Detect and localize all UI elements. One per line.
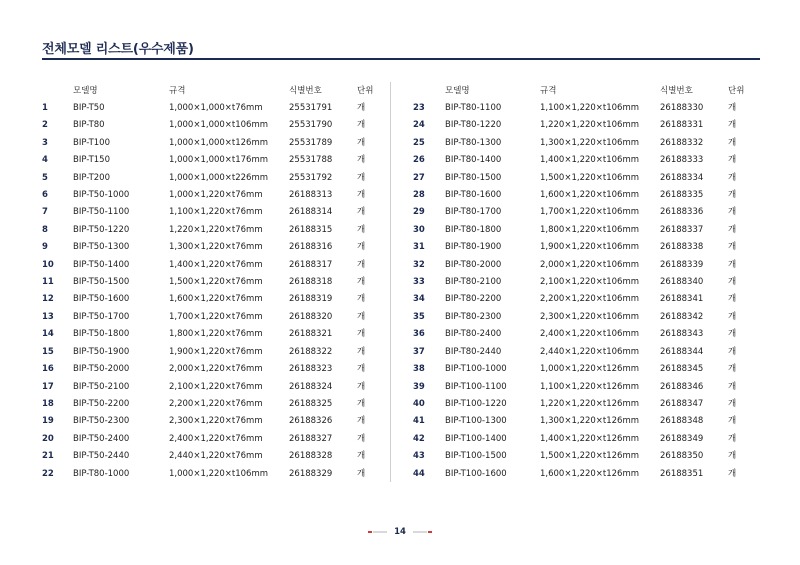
identification-number: 26188346 — [660, 381, 704, 392]
table-header-row — [413, 82, 758, 100]
table-row — [42, 274, 387, 291]
row-number: 40 — [413, 398, 425, 409]
unit: 개 — [357, 416, 366, 427]
table-row — [42, 152, 387, 169]
col-header-spec: 규격 — [169, 86, 186, 96]
model-name: BIP-T80-2000 — [445, 259, 502, 270]
identification-number: 26188336 — [660, 207, 704, 218]
model-name: BIP-T200 — [73, 172, 110, 183]
unit: 개 — [728, 120, 737, 131]
model-name: BIP-T50-1800 — [73, 329, 130, 340]
spec: 1,000×1,000×t76mm — [169, 103, 263, 113]
spec: 1,000×1,220×t126mm — [540, 364, 640, 375]
spec: 2,300×1,220×t76mm — [169, 416, 263, 427]
table-row — [413, 448, 758, 465]
row-number: 21 — [42, 451, 54, 462]
table-row — [42, 326, 387, 343]
model-name: BIP-T80-1220 — [445, 120, 502, 131]
model-name: BIP-T50-1600 — [73, 294, 130, 305]
model-name: BIP-T100-1220 — [445, 398, 507, 409]
table-row — [413, 431, 758, 448]
spec: 1,600×1,220×t106mm — [540, 190, 640, 201]
spec: 1,100×1,220×t106mm — [540, 103, 640, 113]
identification-number: 26188332 — [660, 137, 704, 148]
spec: 1,400×1,220×t106mm — [540, 155, 640, 166]
row-number: 13 — [42, 311, 54, 322]
model-name: BIP-T80-2300 — [445, 311, 502, 322]
unit: 개 — [728, 277, 737, 288]
unit: 개 — [728, 329, 737, 340]
identification-number: 26188321 — [289, 329, 333, 340]
model-name: BIP-T80-1000 — [73, 468, 130, 479]
col-header-unit: 단위 — [728, 86, 745, 96]
row-number: 30 — [413, 224, 425, 235]
unit: 개 — [728, 294, 737, 305]
unit: 개 — [728, 259, 737, 270]
table-row — [413, 257, 758, 274]
identification-number: 25531788 — [289, 155, 333, 166]
spec: 1,700×1,220×t106mm — [540, 207, 640, 218]
spec: 1,700×1,220×t76mm — [169, 311, 263, 322]
model-name: BIP-T50-1100 — [73, 207, 130, 218]
unit: 개 — [357, 224, 366, 235]
table-row — [42, 396, 387, 413]
row-number: 43 — [413, 451, 425, 462]
row-number: 39 — [413, 381, 425, 392]
unit: 개 — [728, 207, 737, 218]
unit: 개 — [728, 416, 737, 427]
table-row — [42, 379, 387, 396]
spec: 2,400×1,220×t76mm — [169, 433, 263, 444]
row-number: 4 — [42, 155, 48, 166]
identification-number: 26188351 — [660, 468, 704, 479]
unit: 개 — [357, 294, 366, 305]
table-row — [42, 309, 387, 326]
row-number: 32 — [413, 259, 425, 270]
identification-number: 26188320 — [289, 311, 333, 322]
table-row — [42, 257, 387, 274]
row-number: 26 — [413, 155, 425, 166]
identification-number: 26188340 — [660, 277, 704, 288]
identification-number: 26188339 — [660, 259, 704, 270]
model-name: BIP-T80-2440 — [445, 346, 502, 357]
unit: 개 — [357, 155, 366, 166]
row-number: 33 — [413, 277, 425, 288]
identification-number: 26188338 — [660, 242, 704, 253]
spec: 1,300×1,220×t126mm — [540, 416, 640, 427]
unit: 개 — [728, 381, 737, 392]
table-row — [42, 239, 387, 256]
row-number: 24 — [413, 120, 425, 131]
row-number: 42 — [413, 433, 425, 444]
spec: 1,220×1,220×t106mm — [540, 120, 640, 131]
identification-number: 26188330 — [660, 103, 704, 113]
table-row — [413, 379, 758, 396]
spec: 1,000×1,000×t176mm — [169, 155, 269, 166]
unit: 개 — [728, 468, 737, 479]
col-header-no — [42, 82, 73, 100]
row-number: 11 — [42, 277, 54, 288]
table-row — [42, 170, 387, 187]
unit: 개 — [728, 103, 737, 113]
model-name: BIP-T80-2100 — [445, 277, 502, 288]
unit: 개 — [357, 364, 366, 375]
row-number: 27 — [413, 172, 425, 183]
table-row — [42, 466, 387, 483]
unit: 개 — [357, 277, 366, 288]
unit: 개 — [728, 190, 737, 201]
model-table-right — [413, 82, 758, 483]
spec: 2,300×1,220×t106mm — [540, 311, 640, 322]
table-row — [413, 170, 758, 187]
table-body-left — [42, 100, 387, 483]
model-name: BIP-T50-1000 — [73, 190, 130, 201]
row-number: 12 — [42, 294, 54, 305]
identification-number: 26188318 — [289, 277, 333, 288]
spec: 1,600×1,220×t126mm — [540, 468, 640, 479]
model-name: BIP-T100-1600 — [445, 468, 507, 479]
model-name: BIP-T100-1500 — [445, 451, 507, 462]
table-row — [413, 466, 758, 483]
model-name: BIP-T50-1900 — [73, 346, 130, 357]
col-header-spec: 규격 — [540, 86, 557, 96]
col-header-id: 식별번호 — [289, 86, 322, 96]
spec: 1,300×1,220×t76mm — [169, 242, 263, 253]
spec: 1,000×1,000×t226mm — [169, 172, 269, 183]
table-row — [42, 361, 387, 378]
unit: 개 — [728, 346, 737, 357]
model-name: BIP-T50-1220 — [73, 224, 130, 235]
identification-number: 25531790 — [289, 120, 333, 131]
row-number: 7 — [42, 207, 48, 218]
table-row — [413, 309, 758, 326]
table-row — [42, 344, 387, 361]
spec: 1,100×1,220×t76mm — [169, 207, 263, 218]
row-number: 5 — [42, 172, 48, 183]
table-row — [413, 135, 758, 152]
model-name: BIP-T50-1300 — [73, 242, 130, 253]
model-name: BIP-T100-1000 — [445, 364, 507, 375]
identification-number: 26188335 — [660, 190, 704, 201]
spec: 1,400×1,220×t76mm — [169, 259, 263, 270]
row-number: 9 — [42, 242, 48, 253]
model-name: BIP-T80-1300 — [445, 137, 502, 148]
spec: 2,440×1,220×t76mm — [169, 451, 263, 462]
identification-number: 26188334 — [660, 172, 704, 183]
unit: 개 — [357, 137, 366, 148]
row-number: 23 — [413, 103, 425, 113]
table-body-right — [413, 100, 758, 483]
title-underline — [42, 58, 760, 60]
spec: 1,000×1,000×t106mm — [169, 120, 269, 131]
model-name: BIP-T50-2000 — [73, 364, 130, 375]
spec: 2,000×1,220×t106mm — [540, 259, 640, 270]
unit: 개 — [357, 468, 366, 479]
model-name: BIP-T80-1600 — [445, 190, 502, 201]
row-number: 28 — [413, 190, 425, 201]
model-name: BIP-T80-1500 — [445, 172, 502, 183]
model-name: BIP-T50-2100 — [73, 381, 130, 392]
unit: 개 — [357, 346, 366, 357]
row-number: 38 — [413, 364, 425, 375]
unit: 개 — [357, 190, 366, 201]
model-name: BIP-T100-1300 — [445, 416, 507, 427]
unit: 개 — [357, 172, 366, 183]
identification-number: 26188314 — [289, 207, 333, 218]
spec: 1,000×1,220×t106mm — [169, 468, 269, 479]
model-name: BIP-T50 — [73, 103, 105, 113]
spec: 2,100×1,220×t106mm — [540, 277, 640, 288]
model-name: BIP-T100-1400 — [445, 433, 507, 444]
identification-number: 26188331 — [660, 120, 704, 131]
unit: 개 — [728, 224, 737, 235]
identification-number: 26188316 — [289, 242, 333, 253]
row-number: 15 — [42, 346, 54, 357]
table-row — [42, 204, 387, 221]
page-number-ornament-left — [368, 531, 387, 533]
unit: 개 — [728, 433, 737, 444]
col-header-id: 식별번호 — [660, 86, 693, 96]
unit: 개 — [728, 364, 737, 375]
unit: 개 — [357, 259, 366, 270]
table-row — [413, 239, 758, 256]
identification-number: 26188348 — [660, 416, 704, 427]
row-number: 8 — [42, 224, 48, 235]
row-number: 18 — [42, 398, 54, 409]
table-row — [413, 291, 758, 308]
spec: 1,600×1,220×t76mm — [169, 294, 263, 305]
table-row — [413, 117, 758, 134]
identification-number: 26188315 — [289, 224, 333, 235]
unit: 개 — [357, 398, 366, 409]
identification-number: 26188341 — [660, 294, 704, 305]
table-row — [413, 396, 758, 413]
model-name: BIP-T150 — [73, 155, 110, 166]
col-header-model: 모델명 — [445, 86, 470, 96]
spec: 1,000×1,220×t76mm — [169, 190, 263, 201]
model-name: BIP-T80-1400 — [445, 155, 502, 166]
col-header-model: 모델명 — [73, 86, 98, 96]
identification-number: 26188333 — [660, 155, 704, 166]
table-row — [42, 135, 387, 152]
row-number: 19 — [42, 416, 54, 427]
spec: 1,500×1,220×t126mm — [540, 451, 640, 462]
row-number: 20 — [42, 433, 54, 444]
spec: 1,900×1,220×t76mm — [169, 346, 263, 357]
spec: 1,220×1,220×t126mm — [540, 398, 640, 409]
identification-number: 26188344 — [660, 346, 704, 357]
unit: 개 — [357, 207, 366, 218]
table-row — [42, 448, 387, 465]
model-name: BIP-T100 — [73, 137, 110, 148]
table-row — [413, 274, 758, 291]
col-header-no — [413, 82, 445, 100]
row-number: 35 — [413, 311, 425, 322]
table-row — [42, 291, 387, 308]
table-row — [42, 222, 387, 239]
spec: 1,800×1,220×t106mm — [540, 224, 640, 235]
row-number: 29 — [413, 207, 425, 218]
model-name: BIP-T50-1700 — [73, 311, 130, 322]
table-row — [42, 413, 387, 430]
unit: 개 — [728, 155, 737, 166]
table-row — [42, 431, 387, 448]
model-name: BIP-T50-1500 — [73, 277, 130, 288]
model-name: BIP-T80-2400 — [445, 329, 502, 340]
spec: 2,440×1,220×t106mm — [540, 346, 640, 357]
unit: 개 — [728, 137, 737, 148]
column-divider — [390, 82, 391, 482]
unit: 개 — [357, 103, 366, 113]
model-name: BIP-T50-2200 — [73, 398, 130, 409]
table-row — [413, 187, 758, 204]
row-number: 10 — [42, 259, 54, 270]
model-name: BIP-T80-1800 — [445, 224, 502, 235]
table-row — [413, 204, 758, 221]
identification-number: 26188337 — [660, 224, 704, 235]
row-number: 1 — [42, 103, 48, 113]
identification-number: 25531791 — [289, 103, 333, 113]
identification-number: 26188329 — [289, 468, 333, 479]
identification-number: 26188325 — [289, 398, 333, 409]
unit: 개 — [357, 433, 366, 444]
spec: 1,000×1,000×t126mm — [169, 137, 269, 148]
spec: 2,400×1,220×t106mm — [540, 329, 640, 340]
table-header-row — [42, 82, 387, 100]
identification-number: 26188347 — [660, 398, 704, 409]
table-row — [413, 326, 758, 343]
model-name: BIP-T80-1700 — [445, 207, 502, 218]
spec: 2,100×1,220×t76mm — [169, 381, 263, 392]
identification-number: 26188319 — [289, 294, 333, 305]
table-row — [413, 222, 758, 239]
model-table-left — [42, 82, 387, 483]
page-number: 14 — [394, 527, 406, 537]
unit: 개 — [357, 120, 366, 131]
row-number: 41 — [413, 416, 425, 427]
identification-number: 25531792 — [289, 172, 333, 183]
identification-number: 25531789 — [289, 137, 333, 148]
identification-number: 26188323 — [289, 364, 333, 375]
col-header-unit: 단위 — [357, 86, 374, 96]
unit: 개 — [357, 311, 366, 322]
unit: 개 — [357, 329, 366, 340]
unit: 개 — [357, 242, 366, 253]
row-number: 31 — [413, 242, 425, 253]
page-footer — [0, 524, 800, 540]
table-row — [413, 413, 758, 430]
model-name: BIP-T80-1900 — [445, 242, 502, 253]
spec: 1,300×1,220×t106mm — [540, 137, 640, 148]
page-title: 전체모델 리스트(우수제품) — [42, 42, 194, 57]
model-name: BIP-T80-1100 — [445, 103, 502, 113]
table-row — [413, 344, 758, 361]
row-number: 44 — [413, 468, 425, 479]
identification-number: 26188345 — [660, 364, 704, 375]
model-name: BIP-T100-1100 — [445, 381, 507, 392]
identification-number: 26188327 — [289, 433, 333, 444]
spec: 2,000×1,220×t76mm — [169, 364, 263, 375]
identification-number: 26188350 — [660, 451, 704, 462]
model-name: BIP-T80-2200 — [445, 294, 502, 305]
identification-number: 26188343 — [660, 329, 704, 340]
row-number: 6 — [42, 190, 48, 201]
unit: 개 — [728, 398, 737, 409]
identification-number: 26188313 — [289, 190, 333, 201]
row-number: 34 — [413, 294, 425, 305]
identification-number: 26188328 — [289, 451, 333, 462]
spec: 2,200×1,220×t76mm — [169, 398, 263, 409]
model-name: BIP-T50-1400 — [73, 259, 130, 270]
table-row — [413, 100, 758, 117]
spec: 1,800×1,220×t76mm — [169, 329, 263, 340]
row-number: 37 — [413, 346, 425, 357]
row-number: 25 — [413, 137, 425, 148]
identification-number: 26188322 — [289, 346, 333, 357]
table-row — [42, 117, 387, 134]
spec: 1,400×1,220×t126mm — [540, 433, 640, 444]
row-number: 3 — [42, 137, 48, 148]
model-name: BIP-T50-2400 — [73, 433, 130, 444]
model-name: BIP-T50-2300 — [73, 416, 130, 427]
spec: 1,220×1,220×t76mm — [169, 224, 263, 235]
identification-number: 26188349 — [660, 433, 704, 444]
spec: 1,100×1,220×t126mm — [540, 381, 640, 392]
spec: 1,900×1,220×t106mm — [540, 242, 640, 253]
model-name: BIP-T80 — [73, 120, 105, 131]
unit: 개 — [357, 451, 366, 462]
row-number: 2 — [42, 120, 48, 131]
table-row — [413, 152, 758, 169]
unit: 개 — [728, 311, 737, 322]
row-number: 14 — [42, 329, 54, 340]
identification-number: 26188326 — [289, 416, 333, 427]
unit: 개 — [728, 242, 737, 253]
row-number: 36 — [413, 329, 425, 340]
unit: 개 — [728, 172, 737, 183]
row-number: 22 — [42, 468, 54, 479]
identification-number: 26188324 — [289, 381, 333, 392]
table-row — [42, 100, 387, 117]
page-number-ornament-right — [413, 531, 432, 533]
unit: 개 — [728, 451, 737, 462]
row-number: 16 — [42, 364, 54, 375]
identification-number: 26188342 — [660, 311, 704, 322]
spec: 1,500×1,220×t106mm — [540, 172, 640, 183]
identification-number: 26188317 — [289, 259, 333, 270]
table-row — [413, 361, 758, 378]
unit: 개 — [357, 381, 366, 392]
row-number: 17 — [42, 381, 54, 392]
table-row — [42, 187, 387, 204]
model-name: BIP-T50-2440 — [73, 451, 130, 462]
spec: 2,200×1,220×t106mm — [540, 294, 640, 305]
spec: 1,500×1,220×t76mm — [169, 277, 263, 288]
